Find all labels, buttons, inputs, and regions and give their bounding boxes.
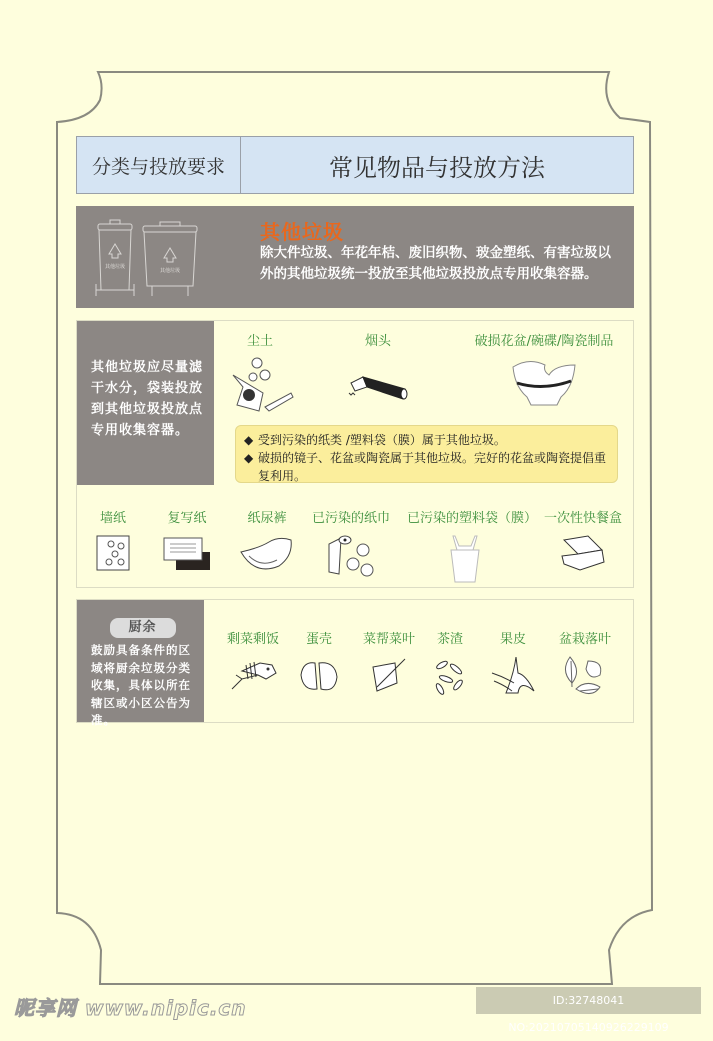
item-wallpaper: 墙纸 (85, 507, 141, 576)
kitchen-waste-section (76, 599, 634, 727)
item-leftovers: 剩菜剩饭 (221, 628, 285, 697)
other-waste-side-text: 其他垃圾应尽量滤干水分，袋装投放到其他垃圾投放点专用收集容器。 (77, 321, 214, 485)
header-table (76, 136, 634, 194)
item-takeout-box: 一次性快餐盒 (543, 507, 623, 576)
other-waste-banner (76, 206, 634, 308)
kitchen-waste-title: 厨余 (110, 618, 176, 638)
notes-box (235, 425, 618, 483)
header-right-title: 常见物品与投放方法 (329, 153, 545, 182)
header-left-title: 分类与投放要求 (77, 137, 241, 193)
item-vegetable-leaves: 菜帮菜叶 (359, 628, 419, 697)
kitchen-waste-side-text: 鼓励具备条件的区域将厨余垃圾分类收集，具体以所在辖区或小区公告为准。 (91, 643, 191, 727)
watermark-id: ID:32748041 NO:20210705140926229109 (476, 987, 701, 1014)
item-dust: 尘土 (235, 330, 285, 415)
banner-title: 其他垃圾 (260, 220, 344, 244)
watermark-site: 昵享网 www.nipic.cn (14, 996, 247, 1020)
kitchen-waste-side (77, 600, 204, 727)
svg-text:其他垃圾: 其他垃圾 (159, 268, 181, 274)
item-tissue: 已污染的纸巾 (309, 507, 393, 580)
item-fallen-leaves: 盆栽落叶 (553, 628, 617, 703)
item-tea-leaves: 茶渣 (427, 628, 473, 697)
item-broken-ceramics: 破损花盆/碗碟/陶瓷制品 (469, 330, 619, 415)
recycle-bin-icon (90, 218, 200, 298)
broken-bowl-icon (509, 355, 579, 415)
tea-leaves-icon (428, 653, 472, 697)
plastic-bag-icon (445, 532, 485, 584)
banana-peel-icon (488, 653, 538, 697)
egg-shell-icon (297, 653, 341, 697)
fallen-leaves-icon (560, 653, 610, 703)
item-carbon-paper: 复写纸 (157, 507, 217, 576)
item-eggshell: 蛋壳 (291, 628, 347, 697)
wallpaper-icon (93, 532, 133, 576)
cigarette-butt-icon (343, 355, 413, 415)
carbon-paper-icon (162, 532, 212, 576)
item-cigarette: 烟头 (353, 330, 403, 415)
note-item: ◆ 破损的镜子、花盆或陶瓷属于其他垃圾。完好的花盆或陶瓷提倡重复利用。 (244, 451, 607, 483)
item-plastic-bag: 已污染的塑料袋（膜） (407, 507, 523, 584)
other-waste-section (76, 320, 634, 588)
note-item: ◆ 受到污染的纸类 /塑料袋（膜）属于其他垃圾。 (244, 433, 506, 447)
dustpan-icon (229, 355, 299, 415)
banner-description: 除大件垃圾、年花年桔、废旧织物、玻金塑纸、有害垃圾以外的其他垃圾统一投放至其他垃圾投放点专用收集容器。 (260, 245, 611, 282)
takeout-box-icon (558, 532, 608, 576)
diaper-icon (239, 532, 295, 576)
fish-bone-icon (228, 653, 278, 697)
item-fruit-peel: 果皮 (485, 628, 541, 697)
svg-text:其他垃圾: 其他垃圾 (104, 264, 126, 270)
vegetable-leaf-icon (367, 653, 411, 697)
tissue-roll-icon (323, 532, 379, 580)
item-diaper: 纸尿裤 (237, 507, 297, 576)
